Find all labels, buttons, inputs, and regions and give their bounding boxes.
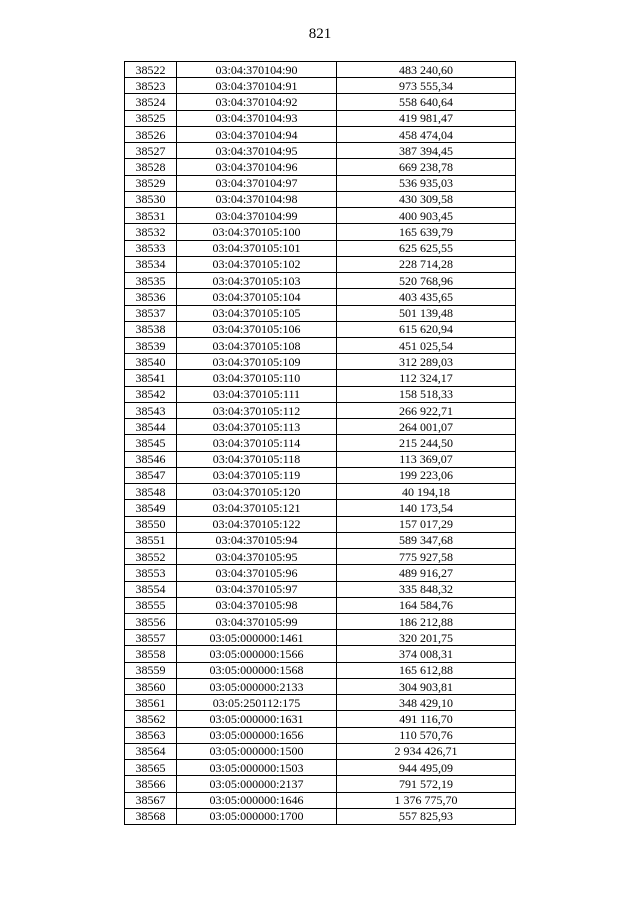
table-row (125, 678, 516, 694)
value-cell: 199 223,06 (337, 467, 516, 483)
cadastral-number-cell: 03:05:000000:1700 (177, 808, 337, 824)
cadastral-number-cell: 03:05:000000:2137 (177, 776, 337, 792)
row-number-cell: 38552 (125, 549, 177, 565)
cadastral-number-cell: 03:05:000000:1646 (177, 792, 337, 808)
value-cell: 165 612,88 (337, 662, 516, 678)
row-number-cell: 38566 (125, 776, 177, 792)
row-number-cell: 38548 (125, 484, 177, 500)
row-number-cell: 38545 (125, 435, 177, 451)
value-cell: 2 934 426,71 (337, 743, 516, 759)
row-number-cell: 38537 (125, 305, 177, 321)
table-row (125, 321, 516, 337)
cadastral-number-cell: 03:05:000000:1631 (177, 711, 337, 727)
value-cell: 1 376 775,70 (337, 792, 516, 808)
table-row (125, 451, 516, 467)
table-row (125, 110, 516, 126)
row-number-cell: 38551 (125, 532, 177, 548)
row-number-cell: 38554 (125, 581, 177, 597)
value-cell: 430 309,58 (337, 191, 516, 207)
cadastral-number-cell: 03:04:370105:114 (177, 435, 337, 451)
table-row (125, 516, 516, 532)
table-row (125, 549, 516, 565)
row-number-cell: 38530 (125, 191, 177, 207)
cadastral-number-cell: 03:04:370104:92 (177, 94, 337, 110)
table-row (125, 419, 516, 435)
table-row (125, 159, 516, 175)
cadastral-number-cell: 03:04:370105:101 (177, 240, 337, 256)
cadastral-number-cell: 03:05:250112:175 (177, 695, 337, 711)
value-cell: 791 572,19 (337, 776, 516, 792)
value-cell: 228 714,28 (337, 256, 516, 272)
cadastral-number-cell: 03:04:370104:91 (177, 78, 337, 94)
table-row (125, 500, 516, 516)
value-cell: 112 324,17 (337, 370, 516, 386)
value-cell: 110 570,76 (337, 727, 516, 743)
value-cell: 186 212,88 (337, 613, 516, 629)
table-row (125, 337, 516, 353)
row-number-cell: 38525 (125, 110, 177, 126)
cadastral-number-cell: 03:05:000000:2133 (177, 678, 337, 694)
value-cell: 164 584,76 (337, 597, 516, 613)
row-number-cell: 38550 (125, 516, 177, 532)
cadastral-number-cell: 03:04:370105:111 (177, 386, 337, 402)
value-cell: 264 001,07 (337, 419, 516, 435)
row-number-cell: 38524 (125, 94, 177, 110)
data-table (124, 61, 516, 825)
value-cell: 973 555,34 (337, 78, 516, 94)
table-row (125, 289, 516, 305)
table-row (125, 305, 516, 321)
table-row (125, 208, 516, 224)
table-row (125, 808, 516, 824)
table-row (125, 175, 516, 191)
cadastral-number-cell: 03:04:370105:100 (177, 224, 337, 240)
cadastral-number-cell: 03:04:370105:105 (177, 305, 337, 321)
row-number-cell: 38538 (125, 321, 177, 337)
table-row (125, 581, 516, 597)
table-row (125, 143, 516, 159)
table-row (125, 532, 516, 548)
row-number-cell: 38567 (125, 792, 177, 808)
cadastral-number-cell: 03:04:370105:96 (177, 565, 337, 581)
row-number-cell: 38564 (125, 743, 177, 759)
table-row (125, 354, 516, 370)
cadastral-number-cell: 03:04:370105:98 (177, 597, 337, 613)
value-cell: 483 240,60 (337, 62, 516, 78)
value-cell: 312 289,03 (337, 354, 516, 370)
value-cell: 458 474,04 (337, 126, 516, 142)
table-row (125, 760, 516, 776)
cadastral-number-cell: 03:04:370105:112 (177, 402, 337, 418)
cadastral-number-cell: 03:04:370104:95 (177, 143, 337, 159)
row-number-cell: 38543 (125, 402, 177, 418)
table-row (125, 597, 516, 613)
cadastral-number-cell: 03:04:370105:108 (177, 337, 337, 353)
row-number-cell: 38541 (125, 370, 177, 386)
cadastral-number-cell: 03:04:370105:97 (177, 581, 337, 597)
table-row (125, 695, 516, 711)
table-row (125, 191, 516, 207)
row-number-cell: 38531 (125, 208, 177, 224)
cadastral-number-cell: 03:04:370105:120 (177, 484, 337, 500)
value-cell: 157 017,29 (337, 516, 516, 532)
row-number-cell: 38539 (125, 337, 177, 353)
table-row (125, 94, 516, 110)
row-number-cell: 38555 (125, 597, 177, 613)
row-number-cell: 38558 (125, 646, 177, 662)
table-row (125, 727, 516, 743)
cadastral-number-cell: 03:04:370105:118 (177, 451, 337, 467)
cadastral-number-cell: 03:05:000000:1461 (177, 630, 337, 646)
cadastral-number-cell: 03:04:370105:95 (177, 549, 337, 565)
value-cell: 335 848,32 (337, 581, 516, 597)
cadastral-number-cell: 03:05:000000:1656 (177, 727, 337, 743)
cadastral-number-cell: 03:04:370105:102 (177, 256, 337, 272)
row-number-cell: 38568 (125, 808, 177, 824)
row-number-cell: 38549 (125, 500, 177, 516)
value-cell: 215 244,50 (337, 435, 516, 451)
row-number-cell: 38544 (125, 419, 177, 435)
value-cell: 775 927,58 (337, 549, 516, 565)
cadastral-number-cell: 03:05:000000:1500 (177, 743, 337, 759)
value-cell: 158 518,33 (337, 386, 516, 402)
value-cell: 140 173,54 (337, 500, 516, 516)
table-row (125, 256, 516, 272)
value-cell: 501 139,48 (337, 305, 516, 321)
value-cell: 374 008,31 (337, 646, 516, 662)
cadastral-number-cell: 03:04:370105:106 (177, 321, 337, 337)
value-cell: 615 620,94 (337, 321, 516, 337)
row-number-cell: 38561 (125, 695, 177, 711)
row-number-cell: 38559 (125, 662, 177, 678)
cadastral-number-cell: 03:04:370105:99 (177, 613, 337, 629)
cadastral-number-cell: 03:04:370105:110 (177, 370, 337, 386)
cadastral-number-cell: 03:04:370105:94 (177, 532, 337, 548)
value-cell: 669 238,78 (337, 159, 516, 175)
value-cell: 589 347,68 (337, 532, 516, 548)
table-row (125, 78, 516, 94)
cadastral-number-cell: 03:04:370105:103 (177, 273, 337, 289)
value-cell: 558 640,64 (337, 94, 516, 110)
row-number-cell: 38523 (125, 78, 177, 94)
table-row (125, 743, 516, 759)
value-cell: 400 903,45 (337, 208, 516, 224)
table-row (125, 402, 516, 418)
row-number-cell: 38540 (125, 354, 177, 370)
page-number: 821 (308, 26, 332, 42)
row-number-cell: 38534 (125, 256, 177, 272)
row-number-cell: 38528 (125, 159, 177, 175)
value-cell: 113 369,07 (337, 451, 516, 467)
value-cell: 625 625,55 (337, 240, 516, 256)
row-number-cell: 38532 (125, 224, 177, 240)
cadastral-number-cell: 03:04:370104:96 (177, 159, 337, 175)
cadastral-number-cell: 03:04:370104:94 (177, 126, 337, 142)
row-number-cell: 38542 (125, 386, 177, 402)
row-number-cell: 38553 (125, 565, 177, 581)
row-number-cell: 38522 (125, 62, 177, 78)
cadastral-number-cell: 03:04:370104:90 (177, 62, 337, 78)
value-cell: 304 903,81 (337, 678, 516, 694)
table-row (125, 662, 516, 678)
table-row (125, 273, 516, 289)
value-cell: 419 981,47 (337, 110, 516, 126)
table-body (125, 62, 516, 825)
value-cell: 520 768,96 (337, 273, 516, 289)
cadastral-number-cell: 03:04:370105:113 (177, 419, 337, 435)
cadastral-number-cell: 03:04:370104:93 (177, 110, 337, 126)
row-number-cell: 38562 (125, 711, 177, 727)
table-row (125, 386, 516, 402)
cadastral-number-cell: 03:04:370104:97 (177, 175, 337, 191)
row-number-cell: 38527 (125, 143, 177, 159)
cadastral-number-cell: 03:05:000000:1566 (177, 646, 337, 662)
table-row (125, 711, 516, 727)
value-cell: 387 394,45 (337, 143, 516, 159)
row-number-cell: 38557 (125, 630, 177, 646)
value-cell: 491 116,70 (337, 711, 516, 727)
value-cell: 40 194,18 (337, 484, 516, 500)
value-cell: 320 201,75 (337, 630, 516, 646)
cadastral-number-cell: 03:04:370105:109 (177, 354, 337, 370)
table-row (125, 776, 516, 792)
cadastral-number-cell: 03:04:370105:121 (177, 500, 337, 516)
table-row (125, 62, 516, 78)
value-cell: 165 639,79 (337, 224, 516, 240)
table-row (125, 370, 516, 386)
cadastral-number-cell: 03:04:370104:99 (177, 208, 337, 224)
row-number-cell: 38536 (125, 289, 177, 305)
row-number-cell: 38546 (125, 451, 177, 467)
cadastral-number-cell: 03:04:370105:119 (177, 467, 337, 483)
table-row (125, 435, 516, 451)
row-number-cell: 38565 (125, 760, 177, 776)
table-row (125, 240, 516, 256)
cadastral-number-cell: 03:05:000000:1503 (177, 760, 337, 776)
value-cell: 348 429,10 (337, 695, 516, 711)
cadastral-number-cell: 03:04:370105:122 (177, 516, 337, 532)
cadastral-number-cell: 03:04:370105:104 (177, 289, 337, 305)
table-row (125, 792, 516, 808)
table-row (125, 126, 516, 142)
row-number-cell: 38526 (125, 126, 177, 142)
row-number-cell: 38556 (125, 613, 177, 629)
cadastral-number-cell: 03:05:000000:1568 (177, 662, 337, 678)
value-cell: 266 922,71 (337, 402, 516, 418)
table-row (125, 467, 516, 483)
table-row (125, 484, 516, 500)
value-cell: 489 916,27 (337, 565, 516, 581)
value-cell: 536 935,03 (337, 175, 516, 191)
value-cell: 403 435,65 (337, 289, 516, 305)
table-row (125, 630, 516, 646)
value-cell: 451 025,54 (337, 337, 516, 353)
row-number-cell: 38560 (125, 678, 177, 694)
value-cell: 944 495,09 (337, 760, 516, 776)
table-row (125, 613, 516, 629)
table-row (125, 646, 516, 662)
row-number-cell: 38547 (125, 467, 177, 483)
table-row (125, 224, 516, 240)
table-row (125, 565, 516, 581)
row-number-cell: 38533 (125, 240, 177, 256)
row-number-cell: 38563 (125, 727, 177, 743)
value-cell: 557 825,93 (337, 808, 516, 824)
row-number-cell: 38529 (125, 175, 177, 191)
cadastral-number-cell: 03:04:370104:98 (177, 191, 337, 207)
row-number-cell: 38535 (125, 273, 177, 289)
